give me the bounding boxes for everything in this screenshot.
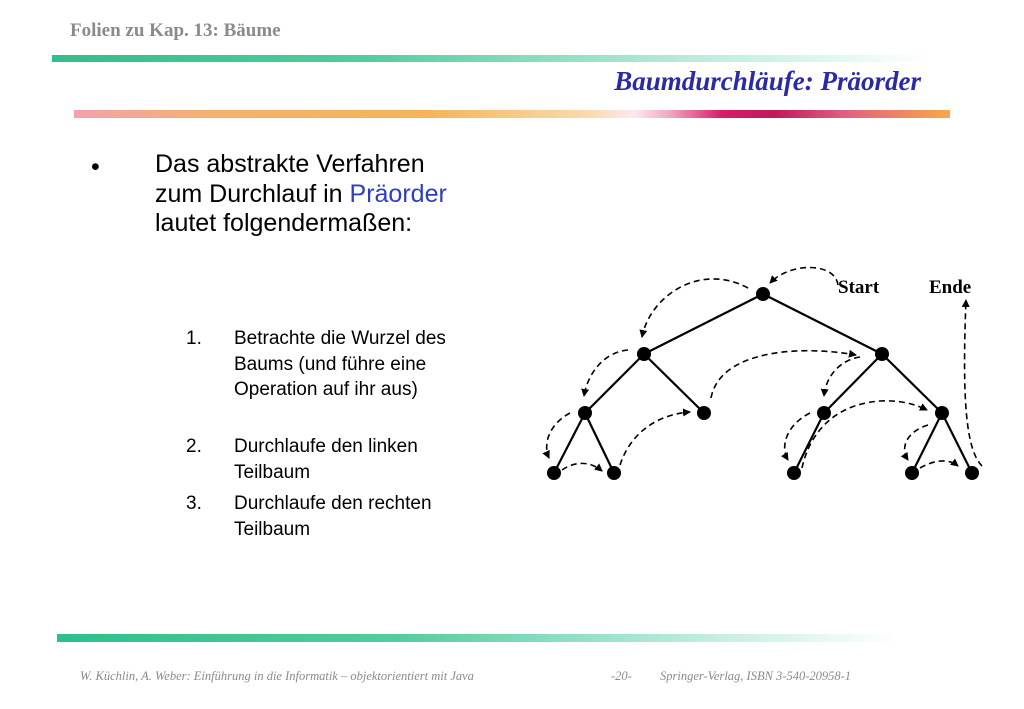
tree-node xyxy=(607,466,621,480)
tree-node xyxy=(787,466,801,480)
tree-node xyxy=(817,406,831,420)
step-text: Betrachte die Wurzel des Baums (und führe eine Operation auf ihr aus) xyxy=(234,328,446,400)
footer-page-number: -20- xyxy=(611,669,632,683)
tree-nodes xyxy=(547,287,979,480)
tree-edges xyxy=(554,294,972,473)
bullet-symbol: • xyxy=(91,153,100,181)
step-text: Durchlaufe den rechten Teilbaum xyxy=(234,493,432,540)
start-label: Start xyxy=(838,277,880,298)
tree-node xyxy=(697,406,711,420)
footer-publisher: Springer-Verlag, ISBN 3-540-20958-1 xyxy=(660,669,852,683)
step-number: 1. xyxy=(186,328,202,349)
tree-node xyxy=(905,466,919,480)
footer-authors: W. Küchlin, A. Weber: Einführung in die Informatik – objektorientiert mit Java xyxy=(80,669,474,683)
tree-node-root xyxy=(756,287,770,301)
tree-node xyxy=(935,406,949,420)
tree-node xyxy=(965,466,979,480)
tree-node xyxy=(578,406,592,420)
tree-node xyxy=(875,347,889,361)
step-number: 3. xyxy=(186,493,202,514)
step-text: Durchlaufe den linken Teilbaum xyxy=(234,436,418,483)
end-label: Ende xyxy=(929,277,972,298)
footer-divider xyxy=(57,634,897,642)
step-number: 2. xyxy=(186,436,202,457)
main-text-after: lautet folgendermaßen: xyxy=(155,209,413,237)
tree-node xyxy=(637,347,651,361)
tree-node xyxy=(547,466,561,480)
preorder-highlight: Präorder xyxy=(349,179,447,208)
slide-title: Baumdurchläufe: Präorder xyxy=(614,66,921,96)
main-text-before: Das abstrakte Verfahren zum Durchlauf in xyxy=(155,150,425,208)
chapter-title: Folien zu Kap. 13: Bäume xyxy=(70,20,281,41)
